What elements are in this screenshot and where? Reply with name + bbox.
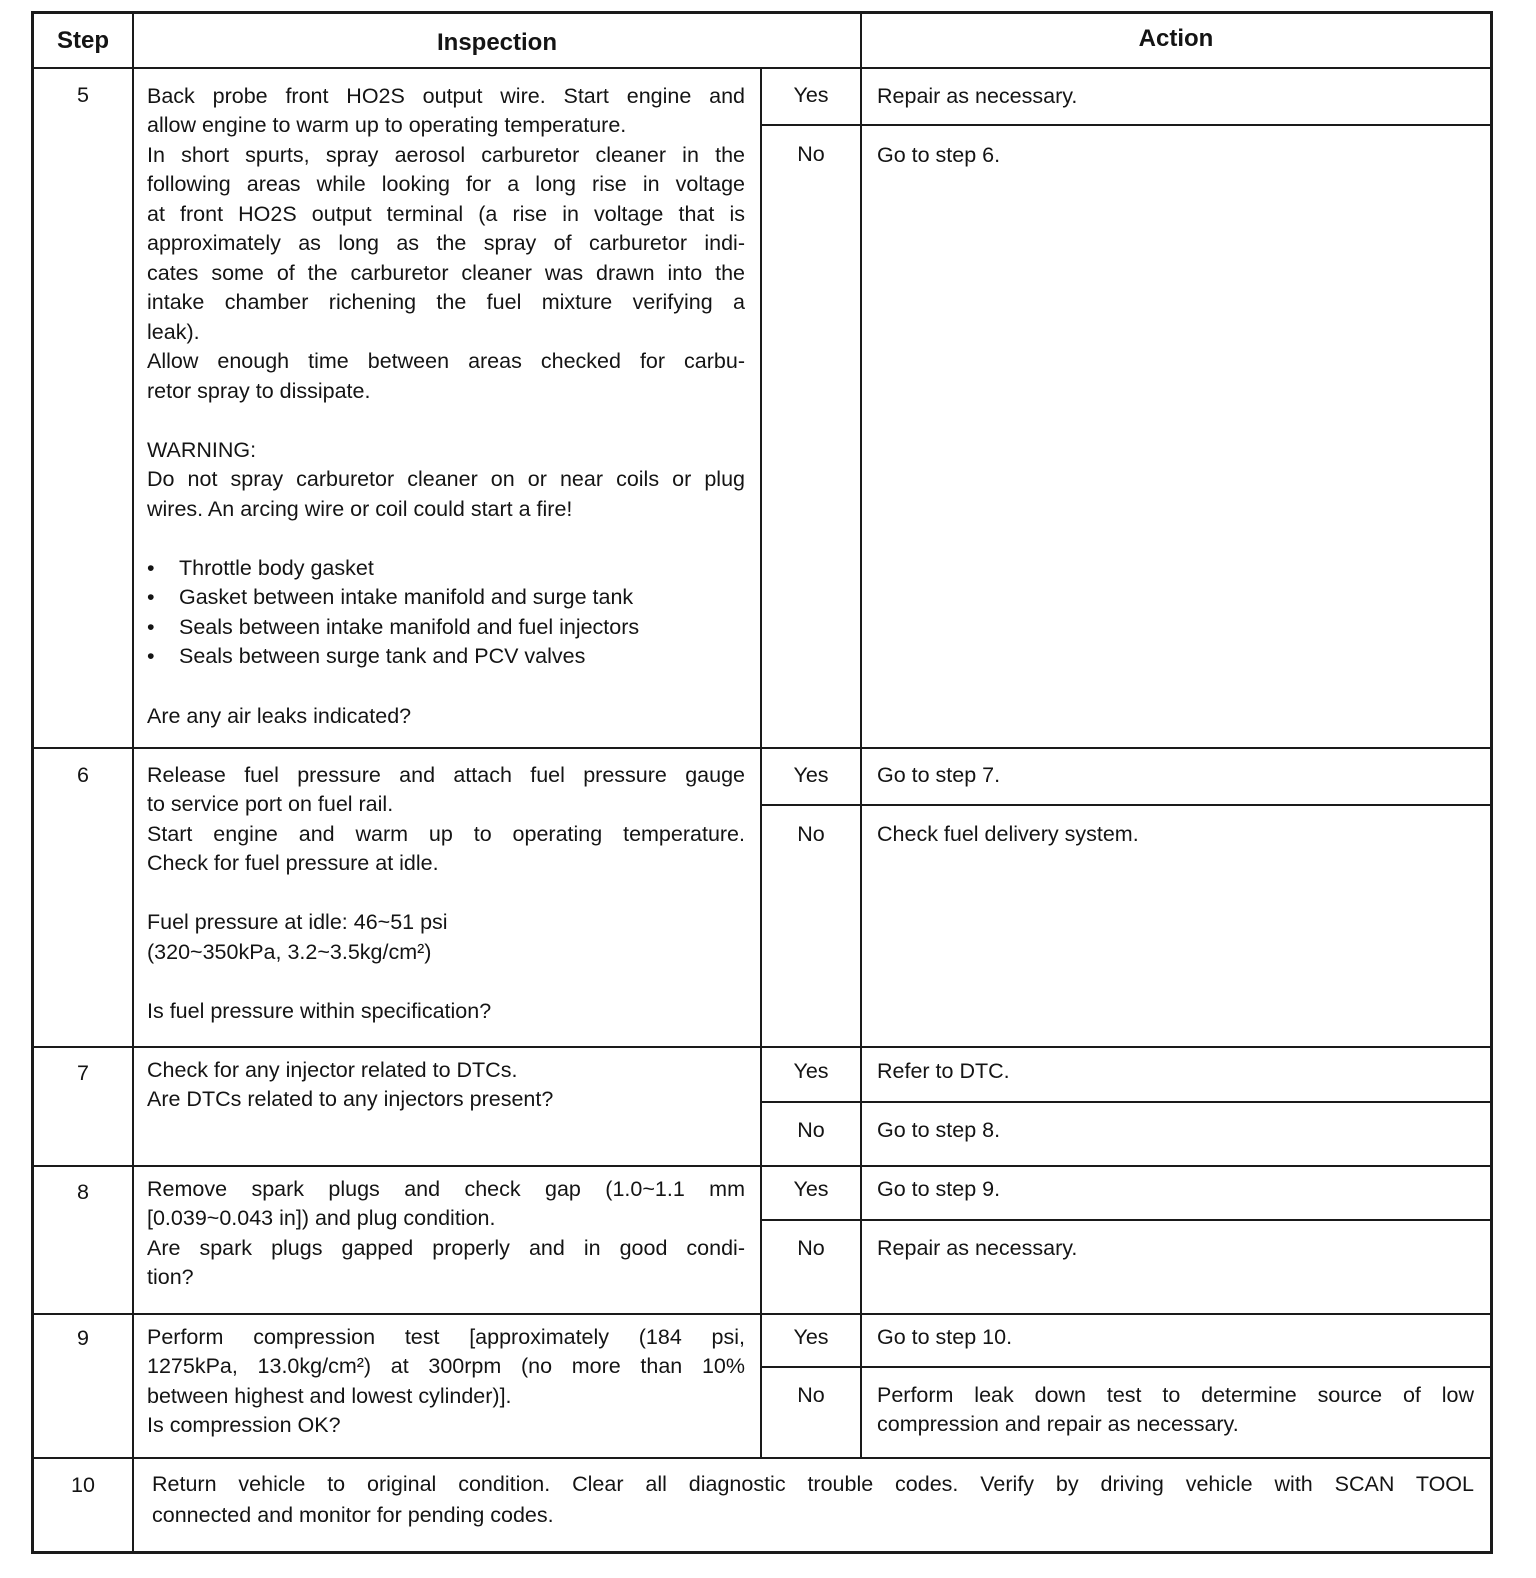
inspection-line: approximately as long as the spray of carburetor indi- [147, 231, 745, 255]
yes-no-divider [762, 1219, 1490, 1221]
yes-action: Repair as necessary. [877, 84, 1078, 108]
inspection-line: Are DTCs related to any injectors present? [147, 1087, 554, 1111]
no-label: No [797, 822, 825, 846]
spec-line: (320~350kPa, 3.2~3.5kg/cm²) [147, 940, 432, 964]
inspection-line: leak). [147, 320, 200, 344]
header-inspection: Inspection [436, 29, 557, 56]
yes-label: Yes [793, 83, 829, 107]
row-divider [34, 1457, 1490, 1459]
column-divider [860, 14, 862, 1457]
inspection-line: Remove spark plugs and check gap (1.0~1.1 mm [147, 1177, 745, 1201]
step-number: 8 [77, 1180, 89, 1204]
no-label: No [797, 1118, 825, 1142]
inspection-question: Is fuel pressure within specification? [147, 999, 492, 1023]
yes-action: Go to step 10. [877, 1325, 1013, 1349]
inspection-line: tion? [147, 1265, 194, 1289]
yes-no-divider [762, 124, 1490, 126]
inspection-line: [0.039~0.043 in]) and plug condition. [147, 1206, 496, 1230]
inspection-line: Perform compression test [approximately (184 psi, [147, 1325, 745, 1349]
inspection-question: Are any air leaks indicated? [147, 704, 412, 728]
yes-no-divider [762, 1101, 1490, 1103]
step-number: 9 [77, 1326, 89, 1350]
inspection-line: between highest and lowest cylinder)]. [147, 1384, 512, 1408]
no-label: No [797, 1383, 825, 1407]
step-number: 6 [77, 763, 89, 787]
bullet-item: • Throttle body gasket [179, 554, 374, 584]
final-line: Return vehicle to original condition. Clear all diagnostic trouble codes. Verify by driving vehicle with SCAN TOOL [152, 1472, 1474, 1496]
header-action: Action [1138, 25, 1214, 52]
bullet-item: • Gasket between intake manifold and surge tank [179, 583, 633, 613]
inspection-line: Check for any injector related to DTCs. [147, 1058, 518, 1082]
step-number: 5 [77, 83, 89, 107]
inspection-line: Are spark plugs gapped properly and in good condi- [147, 1236, 745, 1260]
no-label: No [797, 142, 825, 166]
yes-no-divider [762, 1366, 1490, 1368]
no-action: Go to step 8. [877, 1118, 1001, 1142]
row-divider [34, 1165, 1490, 1167]
row-divider [34, 747, 1490, 749]
row-divider [34, 1046, 1490, 1048]
header-divider [34, 67, 1490, 69]
inspection-line: Release fuel pressure and attach fuel pressure gauge [147, 763, 745, 787]
inspection-line: retor spray to dissipate. [147, 379, 371, 403]
inspection-line: Is compression OK? [147, 1413, 341, 1437]
yes-action: Refer to DTC. [877, 1059, 1010, 1083]
no-action-line: compression and repair as necessary. [877, 1412, 1239, 1436]
no-action: Go to step 6. [877, 143, 1001, 167]
yes-label: Yes [793, 1325, 829, 1349]
step-number: 10 [71, 1473, 95, 1497]
bullet-item: • Seals between surge tank and PCV valves [179, 642, 585, 672]
bullet-item: • Seals between intake manifold and fuel injectors [179, 613, 639, 643]
yes-no-divider [762, 804, 1490, 806]
inspection-line: Check for fuel pressure at idle. [147, 851, 439, 875]
warning-title: WARNING: [147, 438, 257, 462]
yes-action: Go to step 7. [877, 763, 1001, 787]
inspection-line: to service port on fuel rail. [147, 792, 394, 816]
yes-label: Yes [793, 1059, 829, 1083]
yes-action: Go to step 9. [877, 1177, 1001, 1201]
warning-line: wires. An arcing wire or coil could start a fire! [147, 497, 573, 521]
inspection-line: Back probe front HO2S output wire. Start engine and [147, 84, 745, 108]
no-label: No [797, 1236, 825, 1260]
no-action: Check fuel delivery system. [877, 822, 1139, 846]
column-divider [132, 14, 134, 1551]
inspection-line: following areas while looking for a long rise in voltage [147, 172, 745, 196]
inspection-line: cates some of the carburetor cleaner was drawn into the [147, 261, 745, 285]
yes-label: Yes [793, 1177, 829, 1201]
inspection-line: intake chamber richening the fuel mixture verifying a [147, 290, 745, 314]
header-step: Step [56, 27, 109, 54]
no-action-line: Perform leak down test to determine source of low [877, 1383, 1474, 1407]
final-line: connected and monitor for pending codes. [152, 1503, 554, 1527]
inspection-line: Start engine and warm up to operating temperature. [147, 822, 745, 846]
inspection-line: 1275kPa, 13.0kg/cm²) at 300rpm (no more than 10% [147, 1354, 745, 1378]
step-number: 7 [77, 1061, 89, 1085]
inspection-line: Allow enough time between areas checked for carbu- [147, 349, 745, 373]
row-divider [34, 1313, 1490, 1315]
yes-label: Yes [793, 763, 829, 787]
inspection-line: allow engine to warm up to operating temperature. [147, 113, 627, 137]
spec-line: Fuel pressure at idle: 46~51 psi [147, 910, 448, 934]
inspection-line: at front HO2S output terminal (a rise in voltage that is [147, 202, 745, 226]
no-action: Repair as necessary. [877, 1236, 1078, 1260]
diagnostic-table [31, 11, 1493, 1554]
inspection-line: In short spurts, spray aerosol carburetor cleaner in the [147, 143, 745, 167]
warning-line: Do not spray carburetor cleaner on or near coils or plug [147, 467, 745, 491]
